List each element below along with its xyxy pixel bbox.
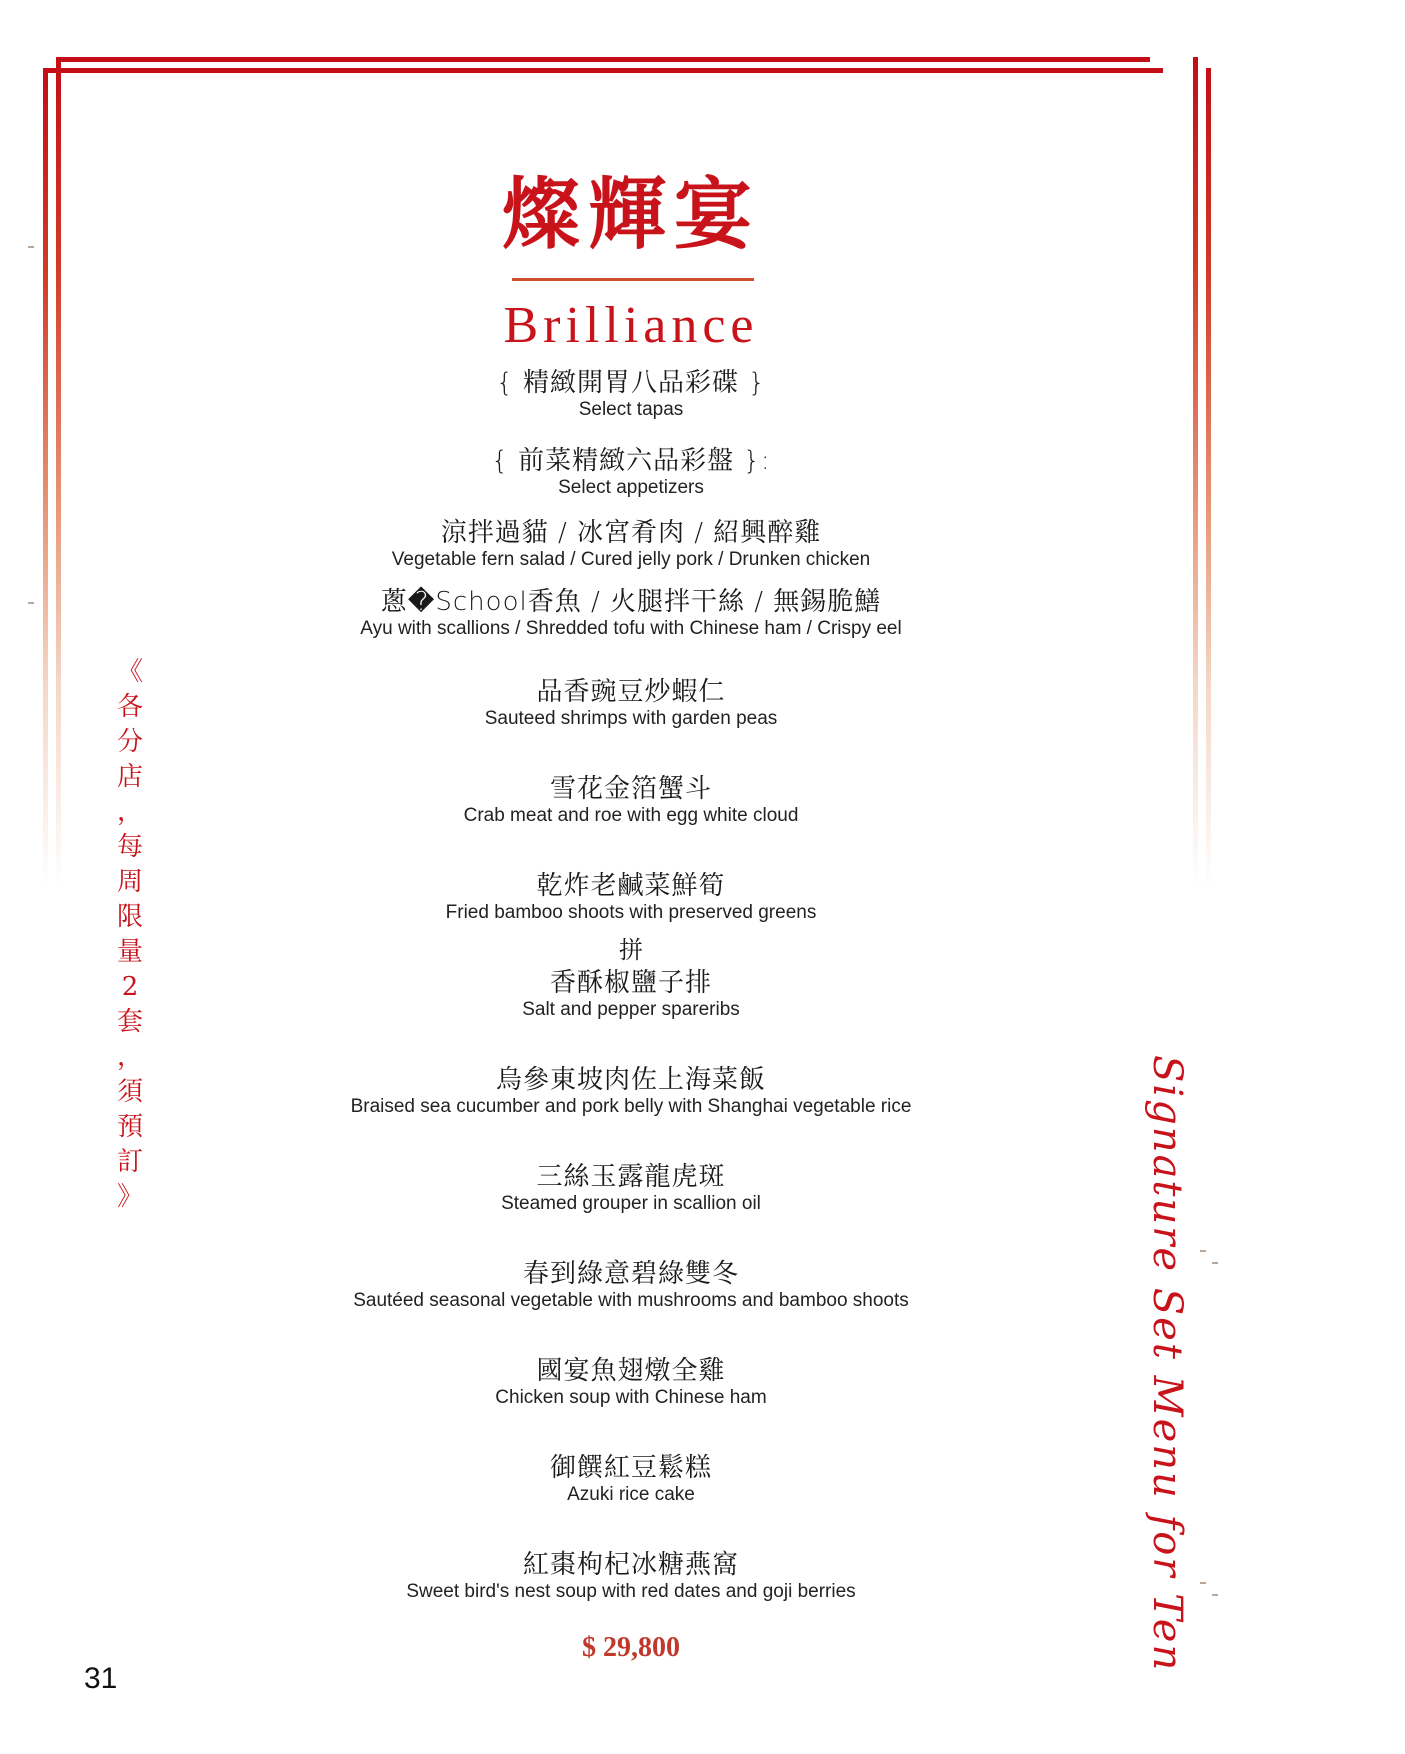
menu-item: [0, 1065, 1262, 1119]
note-char: 店: [116, 762, 143, 792]
note-char: ，: [116, 797, 143, 827]
dish-name-zh: 春到綠意碧綠雙冬: [522, 1259, 739, 1289]
note-char: 須: [116, 1077, 143, 1107]
dish-name-en: Select tapas: [578, 399, 684, 420]
dish-name-zh: 品香豌豆炒蝦仁: [536, 677, 726, 707]
dish-name-en: Crab meat and roe with egg white cloud: [463, 805, 799, 826]
menu-item: [0, 968, 1262, 1022]
dish-name-zh: { 前菜精緻六品彩盤 }:: [491, 446, 771, 476]
menu-item: [0, 871, 1262, 925]
menu-section-tapas: [0, 368, 1262, 422]
menu-title-english: Brilliance: [503, 297, 759, 354]
note-char: 各: [116, 692, 143, 722]
note-char: 套: [116, 1007, 143, 1037]
note-char: 訂: [116, 1147, 143, 1177]
dish-name-en: Ayu with scallions / Shredded tofu with Chinese ham / Crispy eel: [360, 618, 902, 639]
dish-name-zh: 雪花金箔蟹斗: [549, 774, 712, 804]
signature-set-menu-label: Signature Set Menu for Ten: [1144, 1055, 1190, 1673]
dish-name-zh: 乾炸老鹹菜鮮筍: [536, 871, 726, 901]
note-char: 限: [116, 902, 143, 932]
tick-mark: [1200, 1250, 1206, 1252]
dish-name-en: Fried bamboo shoots with preserved greens: [445, 902, 817, 923]
frame-top-inner: [43, 68, 1163, 73]
note-char: 周: [116, 867, 143, 897]
dish-name-en: Select appetizers: [558, 477, 704, 498]
dish-name-zh: 紅棗枸杞冰糖燕窩: [522, 1550, 739, 1580]
note-char: 》: [116, 1182, 143, 1212]
dish-name-en: Chicken soup with Chinese ham: [495, 1387, 767, 1408]
menu-item: [0, 1453, 1262, 1507]
dish-name-en: Salt and pepper spareribs: [522, 999, 740, 1020]
dish-name-en: Braised sea cucumber and pork belly with Shanghai vegetable rice: [350, 1096, 912, 1117]
dish-name-en: Steamed grouper in scallion oil: [501, 1193, 761, 1214]
note-char: 量: [116, 937, 143, 967]
menu-item: [0, 1162, 1262, 1216]
dish-name-zh: 香酥椒鹽子排: [549, 968, 712, 998]
dish-name-zh: 蔥�School香魚 / 火腿拌干絲 / 無錫脆鱔: [380, 587, 882, 617]
dish-name-en: Vegetable fern salad / Cured jelly pork / Drunken chicken: [391, 549, 871, 570]
dish-name-zh: 涼拌過貓 / 冰宮肴肉 / 紹興醉雞: [440, 518, 822, 548]
note-char: 預: [116, 1112, 143, 1142]
set-price: $ 29,800: [582, 1632, 680, 1663]
menu-item: [0, 587, 1262, 641]
joiner-text: 拼: [619, 936, 643, 964]
dish-name-zh: 御饌紅豆鬆糕: [549, 1453, 712, 1483]
menu-item: [0, 1356, 1262, 1410]
note-char: 每: [116, 832, 143, 862]
note-char: 2: [121, 972, 139, 1002]
menu-title-chinese: 燦輝宴: [501, 169, 760, 260]
menu-section-appetizers: [0, 446, 1262, 500]
dish-name-zh: 國宴魚翅燉全雞: [536, 1356, 726, 1386]
menu-item: [0, 1259, 1262, 1313]
availability-note: [112, 655, 148, 1215]
frame-top-outer: [56, 57, 1150, 62]
dish-name-zh: { 精緻開胃八品彩碟 }: [496, 368, 766, 398]
dish-name-en: Sweet bird's nest soup with red dates and goji berries: [406, 1581, 856, 1602]
menu-item: [0, 518, 1262, 572]
menu-item: [0, 677, 1262, 731]
note-char: 分: [116, 727, 143, 757]
menu-item: [0, 1550, 1262, 1604]
dish-name-zh: 烏參東坡肉佐上海菜飯: [495, 1065, 766, 1095]
title-divider: [512, 278, 754, 281]
page-number: 31: [84, 1662, 118, 1695]
note-char: 《: [116, 657, 143, 687]
note-char: ，: [116, 1042, 143, 1072]
dish-name-en: Sautéed seasonal vegetable with mushrooms and bamboo shoots: [353, 1290, 909, 1311]
dish-name-en: Sauteed shrimps with garden peas: [484, 708, 778, 729]
dish-name-zh: 三絲玉露龍虎斑: [536, 1162, 726, 1192]
menu-item: [0, 774, 1262, 828]
dish-name-en: Azuki rice cake: [567, 1484, 695, 1505]
menu-joiner: [0, 936, 1262, 964]
